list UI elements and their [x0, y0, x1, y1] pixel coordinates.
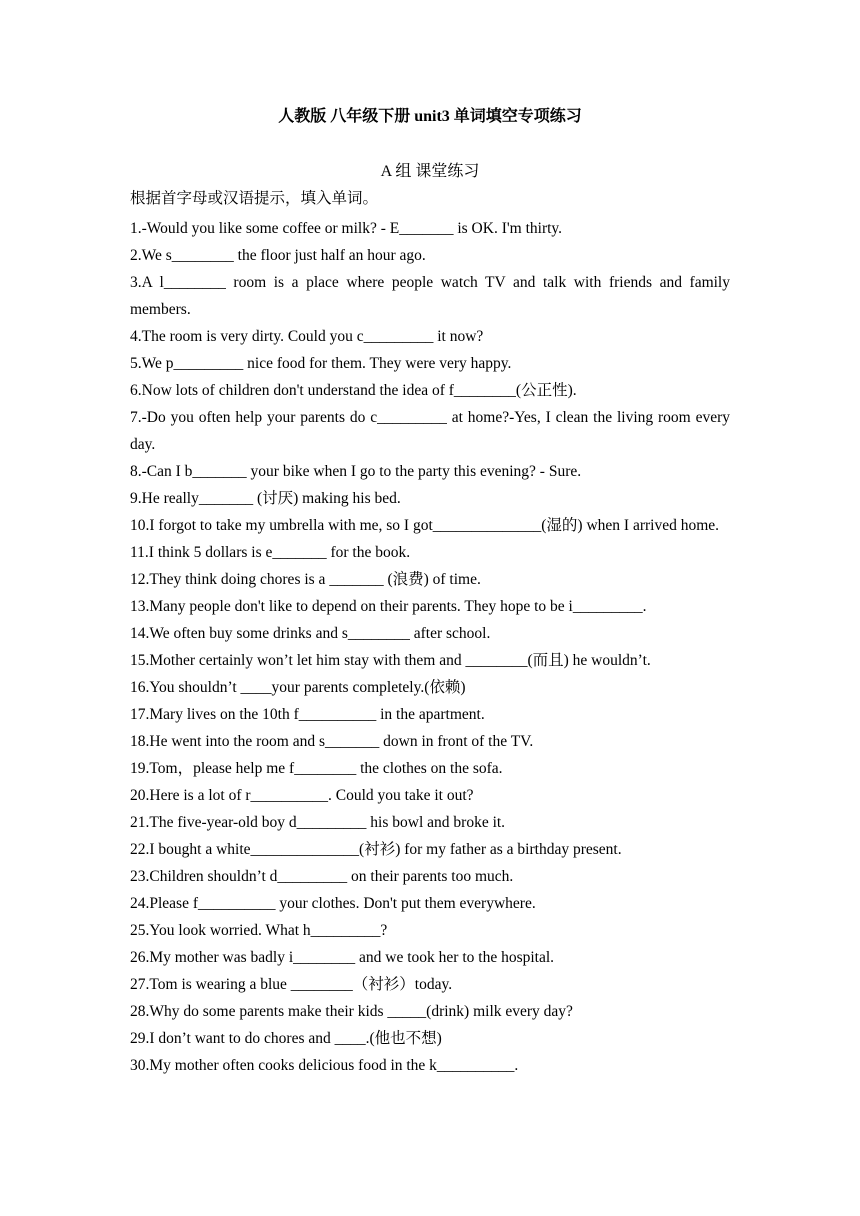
exercise-item-28: 28.Why do some parents make their kids _____(drink) milk every day? — [130, 1003, 573, 1020]
document-title: 人教版 八年级下册 unit3 单词填空专项练习 — [278, 108, 582, 125]
section-heading: A 组 课堂练习 — [380, 163, 480, 180]
exercise-item-29: 29.I don’t want to do chores and ____.(他也不想) — [130, 1030, 442, 1047]
exercise-item-19: 19.Tom，please help me f________ the clothes on the sofa. — [130, 760, 503, 777]
exercise-item-9: 9.He really_______ (讨厌) making his bed. — [130, 490, 401, 507]
exercise-item-5: 5.We p_________ nice food for them. They were very happy. — [130, 355, 512, 372]
exercise-item-11: 11.I think 5 dollars is e_______ for the book. — [130, 544, 411, 561]
exercise-item-20: 20.Here is a lot of r__________. Could you take it out? — [130, 787, 474, 804]
exercise-item-17: 17.Mary lives on the 10th f__________ in the apartment. — [130, 706, 485, 723]
exercise-item-8: 8.-Can I b_______ your bike when I go to the party this evening? - Sure. — [130, 463, 582, 480]
exercise-item-30: 30.My mother often cooks delicious food in the k__________. — [130, 1057, 519, 1074]
instruction-text: 根据首字母或汉语提示，填入单词。 — [130, 190, 379, 207]
exercise-item-16: 16.You shouldn’t ____your parents completely.(依赖) — [130, 679, 466, 696]
exercise-item-7: 7.-Do you often help your parents do c_________ at home?-Yes, I clean the living room every day. — [130, 409, 730, 453]
exercise-item-6: 6.Now lots of children don't understand the idea of f________(公正性). — [130, 382, 577, 399]
exercise-item-25: 25.You look worried. What h_________? — [130, 922, 388, 939]
exercise-item-21: 21.The five-year-old boy d_________ his bowl and broke it. — [130, 814, 506, 831]
exercise-item-1: 1.-Would you like some coffee or milk? - E_______ is OK. I'm thirty. — [130, 220, 563, 237]
exercise-item-10: 10.I forgot to take my umbrella with me, so I got______________(湿的) when I arrived home. — [130, 517, 720, 534]
exercise-item-26: 26.My mother was badly i________ and we took her to the hospital. — [130, 949, 555, 966]
exercise-item-13: 13.Many people don't like to depend on their parents. They hope to be i_________. — [130, 598, 647, 615]
exercise-item-12: 12.They think doing chores is a _______ (浪费) of time. — [130, 571, 481, 588]
exercise-item-3: 3.A l________ room is a place where people watch TV and talk with friends and family members. — [130, 274, 730, 318]
exercise-item-18: 18.He went into the room and s_______ down in front of the TV. — [130, 733, 534, 750]
exercise-item-14: 14.We often buy some drinks and s________ after school. — [130, 625, 491, 642]
exercise-item-27: 27.Tom is wearing a blue ________（衬衫）today. — [130, 976, 453, 993]
exercise-list — [130, 215, 730, 1079]
exercise-item-2: 2.We s________ the floor just half an hour ago. — [130, 247, 426, 264]
exercise-item-23: 23.Children shouldn’t d_________ on their parents too much. — [130, 868, 514, 885]
exercise-item-22: 22.I bought a white______________(衬衫) for my father as a birthday present. — [130, 841, 622, 858]
exercise-item-24: 24.Please f__________ your clothes. Don't put them everywhere. — [130, 895, 536, 912]
exercise-item-15: 15.Mother certainly won’t let him stay with them and ________(而且) he wouldn’t. — [130, 652, 651, 669]
exercise-item-4: 4.The room is very dirty. Could you c_________ it now? — [130, 328, 484, 345]
